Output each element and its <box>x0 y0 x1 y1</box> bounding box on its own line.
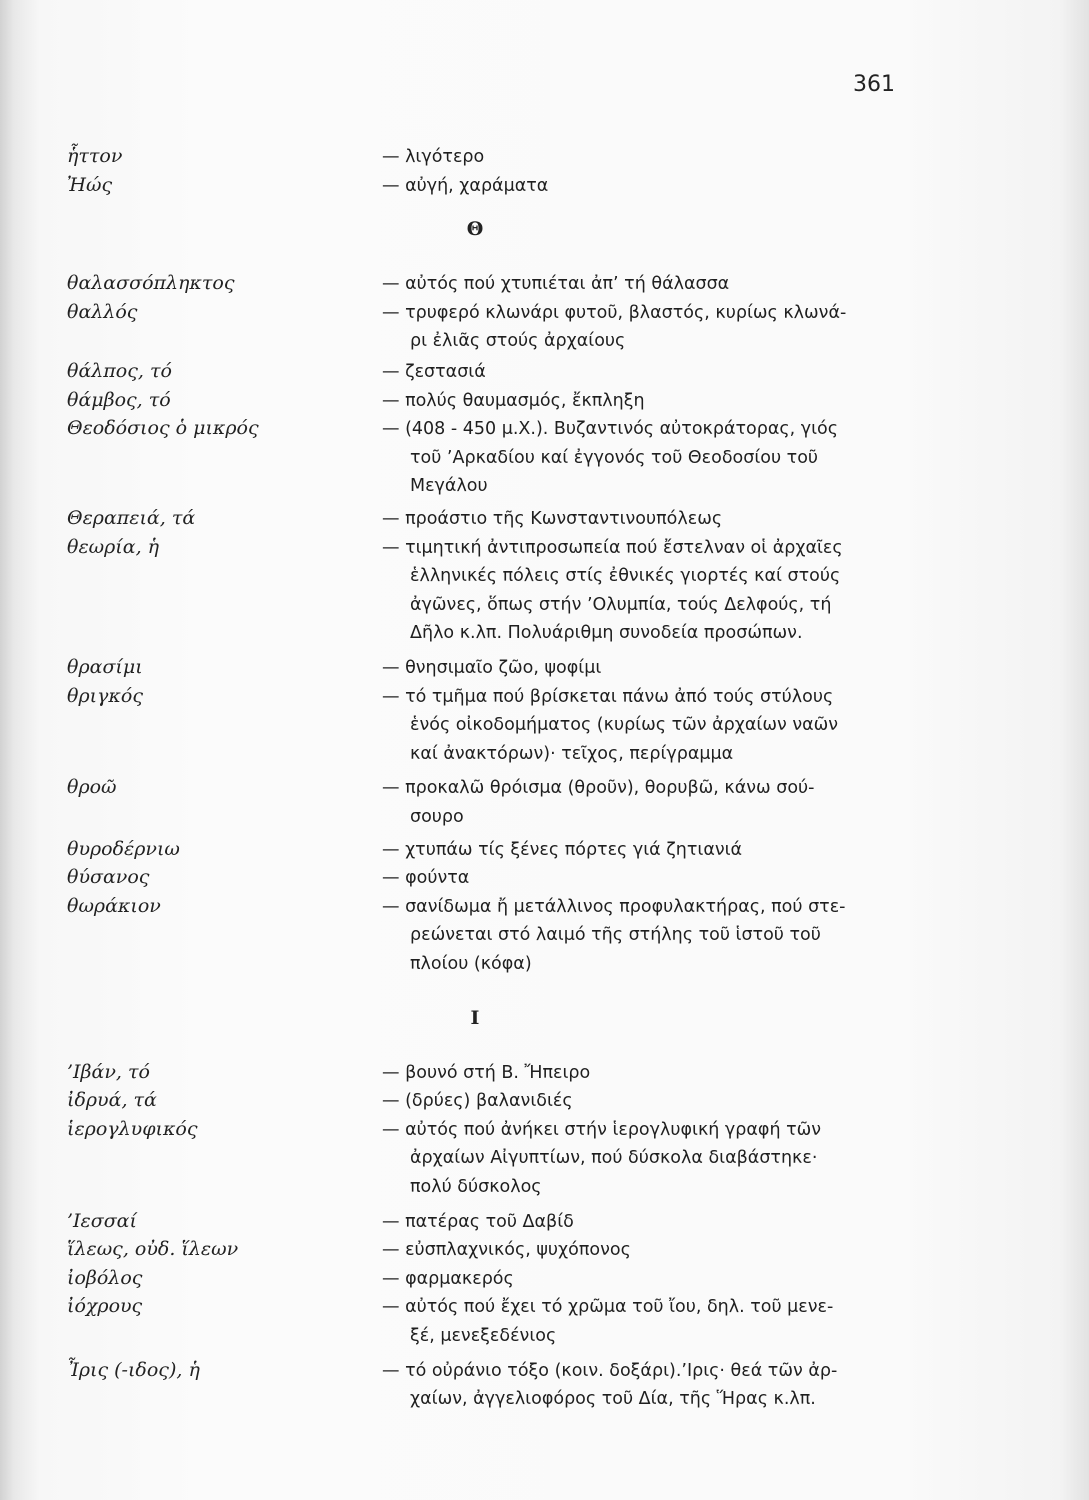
entry-definition <box>382 1293 922 1350</box>
entry-term: θαλασσόπληκτος <box>67 272 235 295</box>
definition-line: — φαρμακερός <box>382 1268 514 1289</box>
definition-line: — βουνό στή Β. Ἤπειρο <box>382 1062 591 1083</box>
definition-line: — τιμητική ἀντιπροσωπεία πού ἔστελναν οἱ ἀρχαῖες <box>382 537 843 558</box>
definition-line: — τό οὐράνιο τόξο (κοιν. δοξάρι).’Ιρις· θεά τῶν ἀρ- <box>382 1360 838 1381</box>
entry-definition <box>382 1265 922 1294</box>
entry-definition <box>382 1357 922 1414</box>
entry-definition <box>382 836 922 865</box>
entry-definition <box>382 774 922 831</box>
definition-line: — (408 - 450 μ.Χ.). Βυζαντινός αὐτοκράτορας, γιός <box>382 419 839 440</box>
definition-line: Δῆλο κ.λπ. Πολυάριθμη συνοδεία προσώπων. <box>410 623 803 644</box>
entry-definition <box>382 1087 922 1116</box>
entry-term: Θεραπειά, τά <box>67 507 196 529</box>
definition-line: τοῦ ’Αρκαδίου καί ἐγγονός τοῦ Θεοδοσίου τοῦ <box>410 447 819 468</box>
entry-term: ἱερογλυφικός <box>67 1117 198 1140</box>
definition-line: καί ἀνακτόρων)· τεῖχος, περίγραμμα <box>410 743 734 764</box>
definition-line: — χτυπάω τίς ξένες πόρτες γιά ζητιανιά <box>382 839 743 860</box>
entry-term: ἧττον <box>67 145 123 167</box>
entry-definition <box>382 1208 922 1237</box>
definition-line: — προάστιο τῆς Κωνσταντινουπόλεως <box>382 509 723 529</box>
entry-term: θάμβος, τό <box>67 388 171 411</box>
entry-term: θάλπος, τό <box>67 360 172 382</box>
entry-definition <box>382 387 922 416</box>
entry-term: θαλλός <box>67 300 138 323</box>
entry-definition <box>382 299 922 356</box>
section-letter: Θ <box>466 218 484 241</box>
definition-line: πλοίου (κόφα) <box>410 953 532 974</box>
definition-line: πολύ δύσκολος <box>410 1176 542 1197</box>
definition-line: ρι ἐλιᾶς στούς ἀρχαίους <box>410 331 626 352</box>
definition-line: Μεγάλου <box>410 476 488 497</box>
entry-term: ἰδρυά, τά <box>67 1089 157 1112</box>
definition-line: — τό τμῆμα πού βρίσκεται πάνω ἀπό τούς στύλους <box>382 686 834 707</box>
definition-line: — (δρύες) βαλανιδιές <box>382 1091 573 1112</box>
definition-line: — σανίδωμα ἤ μετάλλινος προφυλακτήρας, πού στε- <box>382 896 846 917</box>
definition-line: χαίων, ἀγγελιοφόρος τοῦ Δία, τῆς Ἥρας κ.λπ. <box>410 1389 816 1410</box>
definition-line: — αὐτός πού χτυπιέται ἀπ’ τή θάλασσα <box>382 274 730 295</box>
entry-term: θρασίμι <box>67 656 143 678</box>
definition-line: — λιγότερο <box>382 147 485 167</box>
definition-line: — ζεστασιά <box>382 362 486 382</box>
entry-term: θύσανος <box>67 866 150 889</box>
section-letter: Ι <box>470 1006 480 1029</box>
entry-term: θροῶ <box>67 776 117 799</box>
definition-line: ἑλληνικές πόλεις στίς ἐθνικές γιορτές καί στούς <box>410 566 841 587</box>
definition-line: — εὐσπλαχνικός, ψυχόπονος <box>382 1240 631 1261</box>
entry-term: ’Ιβάν, τό <box>67 1060 150 1083</box>
definition-line: — τρυφερό κλωνάρι φυτοῦ, βλαστός, κυρίως κλωνά- <box>382 302 847 323</box>
definition-line: — πολύς θαυμασμός, ἔκπληξη <box>382 390 645 411</box>
definition-line: — φούντα <box>382 868 470 889</box>
entry-term: Θεοδόσιος ὁ μικρός <box>67 417 259 440</box>
entry-definition <box>382 143 922 172</box>
definition-line: — θνησιμαῖο ζῶο, ψοφίμι <box>382 658 602 678</box>
entry-definition <box>382 1059 922 1088</box>
definition-line: — πατέρας τοῦ Δαβίδ <box>382 1211 574 1232</box>
entry-definition <box>382 683 922 769</box>
entry-term: θωράκιον <box>67 894 161 917</box>
entry-definition <box>382 505 922 534</box>
definition-line: σουρο <box>410 806 464 827</box>
entry-definition <box>382 1236 922 1265</box>
definition-line: ἀγῶνες, ὅπως στήν ’Ολυμπία, τούς Δελφούς, τή <box>410 594 832 615</box>
entry-definition <box>382 534 922 648</box>
definition-line: ἑνός οἰκοδομήματος (κυρίως τῶν ἀρχαίων ναῶν <box>410 715 839 736</box>
entry-definition <box>382 415 922 501</box>
definition-line: — προκαλῶ θρόισμα (θροῦν), θορυβῶ, κάνω σού- <box>382 778 815 799</box>
entry-definition <box>382 654 922 683</box>
entry-term: θυροδέρνιω <box>67 837 180 860</box>
definition-line: ἀρχαίων Αἰγυπτίων, πού δύσκολα διαβάστηκε· <box>410 1148 818 1169</box>
entry-term: ἰοβόλος <box>67 1266 143 1289</box>
entry-term: ’Ιεσσαί <box>67 1209 137 1232</box>
entry-definition <box>382 1116 922 1202</box>
entry-definition <box>382 270 922 299</box>
entry-definition <box>382 172 922 201</box>
definition-line: — αὐτός πού ἀνήκει στήν ἱερογλυφική γραφή τῶν <box>382 1119 822 1140</box>
page-number: 361 <box>853 72 895 97</box>
entry-term: Ἠώς <box>67 173 113 196</box>
definition-line: ξέ, μενεξεδένιος <box>410 1325 557 1346</box>
entry-definition <box>382 893 922 979</box>
entry-term: Ἶρις (-ιδος), ἡ <box>67 1358 200 1381</box>
entry-definition <box>382 358 922 387</box>
definition-line: — αὐτός πού ἔχει τό χρῶμα τοῦ ἴου, δηλ. τοῦ μενε- <box>382 1297 834 1318</box>
definition-line: — αὐγή, χαράματα <box>382 175 549 196</box>
definition-line: ρεώνεται στό λαιμό τῆς στήλης τοῦ ἱστοῦ τοῦ <box>410 925 821 946</box>
entry-term: θεωρία, ἡ <box>67 535 160 558</box>
entry-term: ἵλεως, οὐδ. ἵλεων <box>67 1238 239 1261</box>
entry-term: θριγκός <box>67 684 143 707</box>
entry-definition <box>382 864 922 893</box>
entry-term: ἰόχρους <box>67 1295 143 1318</box>
